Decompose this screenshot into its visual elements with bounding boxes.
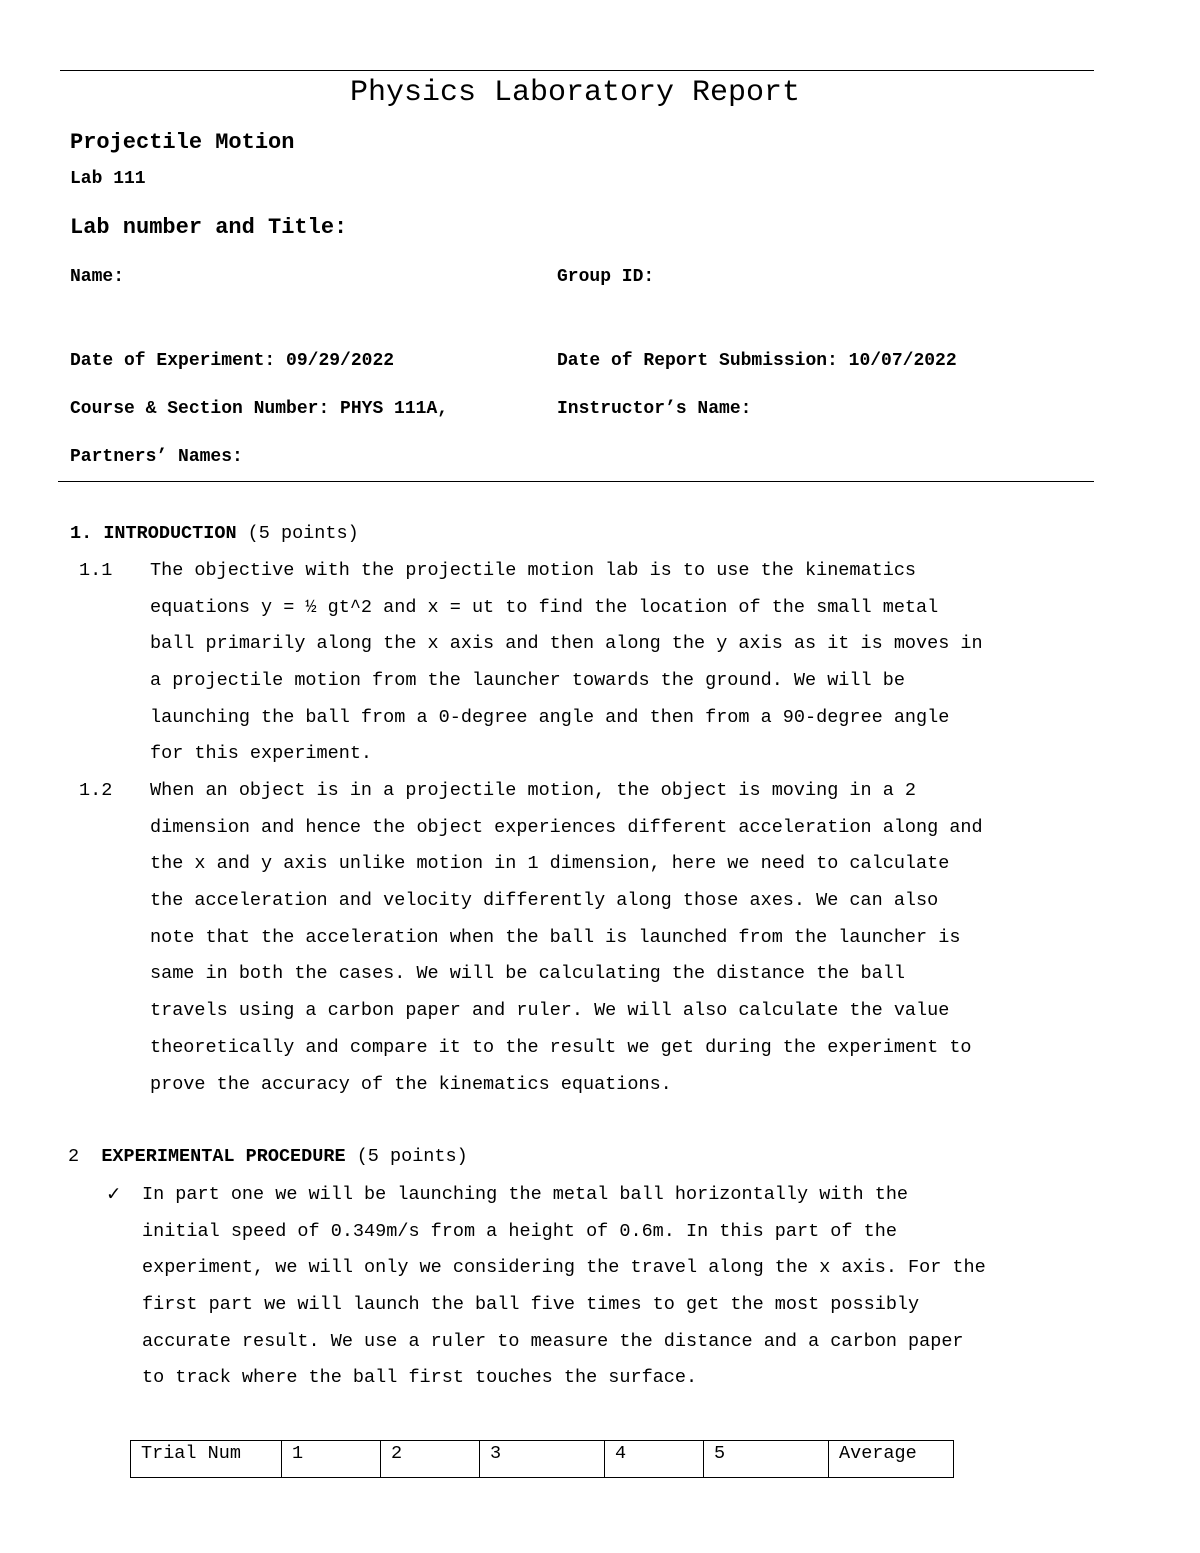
text-line: same in both the cases. We will be calculating the distance the ball xyxy=(150,963,905,985)
procedure-number: 2 xyxy=(68,1146,80,1167)
table-row xyxy=(131,1441,954,1478)
course-section-number: Course & Section Number: PHYS 111A, xyxy=(70,399,449,419)
text-line: When an object is in a projectile motion, the object is moving in a 2 xyxy=(150,780,917,801)
text-line: prove the accuracy of the kinematics equations. xyxy=(150,1073,672,1095)
table-cell: Trial Num xyxy=(131,1441,282,1478)
intro-number: 1. xyxy=(70,523,93,544)
header-bottom-rule xyxy=(58,481,1094,482)
text-line: the x and y axis unlike motion in 1 dimension, here we need to calculate xyxy=(150,853,950,875)
text-line: travels using a carbon paper and ruler. We will also calculate the value xyxy=(150,1000,950,1022)
text-line: a projectile motion from the launcher towards the ground. We will be xyxy=(150,670,905,692)
instructor-name-label: Instructor’s Name: xyxy=(557,399,752,419)
intro-heading xyxy=(70,516,359,553)
date-of-report-submission: Date of Report Submission: 10/07/2022 xyxy=(557,351,957,371)
page-title: Physics Laboratory Report xyxy=(349,76,801,110)
text-line: note that the acceleration when the ball is launched from the launcher is xyxy=(150,926,961,948)
paragraph-number: 1.2 xyxy=(79,780,113,801)
text-line: equations y = ½ gt^2 and x = ut to find the location of the small metal xyxy=(150,596,939,618)
text-line: experiment, we will only we considering the travel along the x axis. For the xyxy=(142,1257,986,1279)
paragraph-number: 1.1 xyxy=(79,560,113,581)
top-rule xyxy=(60,70,1094,71)
lab-code: Lab 111 xyxy=(70,169,146,189)
procedure-heading xyxy=(68,1139,468,1176)
lab-number-title-label: Lab number and Title: xyxy=(70,215,348,240)
text-line: The objective with the projectile motion lab is to use the kinematics xyxy=(150,560,917,581)
text-line: In part one we will be launching the metal ball horizontally with the xyxy=(142,1184,909,1205)
table-cell: 5 xyxy=(704,1441,829,1478)
paragraph-text xyxy=(150,553,983,773)
experiment-title: Projectile Motion xyxy=(70,130,295,155)
paragraph-text xyxy=(150,773,983,1103)
text-line: first part we will launch the ball five times to get the most possibly xyxy=(142,1294,920,1316)
text-line: launching the ball from a 0-degree angle and then from a 90-degree angle xyxy=(150,706,950,728)
date-of-experiment: Date of Experiment: 09/29/2022 xyxy=(70,351,395,371)
table-cell: 1 xyxy=(282,1441,381,1478)
group-id-label: Group ID: xyxy=(557,267,655,287)
intro-points: (5 points) xyxy=(247,523,359,544)
name-label: Name: xyxy=(70,267,125,287)
bullet-text xyxy=(142,1177,986,1397)
partners-names-label: Partners’ Names: xyxy=(70,447,243,467)
text-line: theoretically and compare it to the result we get during the experiment to xyxy=(150,1036,972,1058)
text-line: dimension and hence the object experiences different acceleration along and xyxy=(150,816,983,838)
text-line: the acceleration and velocity differently along those axes. We can also xyxy=(150,890,939,912)
procedure-title: EXPERIMENTAL PROCEDURE xyxy=(101,1146,346,1167)
text-line: to track where the ball first touches the surface. xyxy=(142,1367,698,1389)
text-line: ball primarily along the x axis and then along the y axis as it is moves in xyxy=(150,633,983,655)
table-cell: 4 xyxy=(605,1441,704,1478)
text-line: initial speed of 0.349m/s from a height of 0.6m. In this part of the xyxy=(142,1220,897,1242)
checkmark-icon: ✓ xyxy=(106,1184,122,1205)
table-cell: 3 xyxy=(480,1441,605,1478)
table-cell: 2 xyxy=(381,1441,480,1478)
intro-title: INTRODUCTION xyxy=(103,523,237,544)
table-cell: Average xyxy=(829,1441,954,1478)
trials-table xyxy=(130,1440,954,1478)
text-line: accurate result. We use a ruler to measure the distance and a carbon paper xyxy=(142,1330,964,1352)
text-line: for this experiment. xyxy=(150,743,373,765)
procedure-points: (5 points) xyxy=(356,1146,468,1167)
